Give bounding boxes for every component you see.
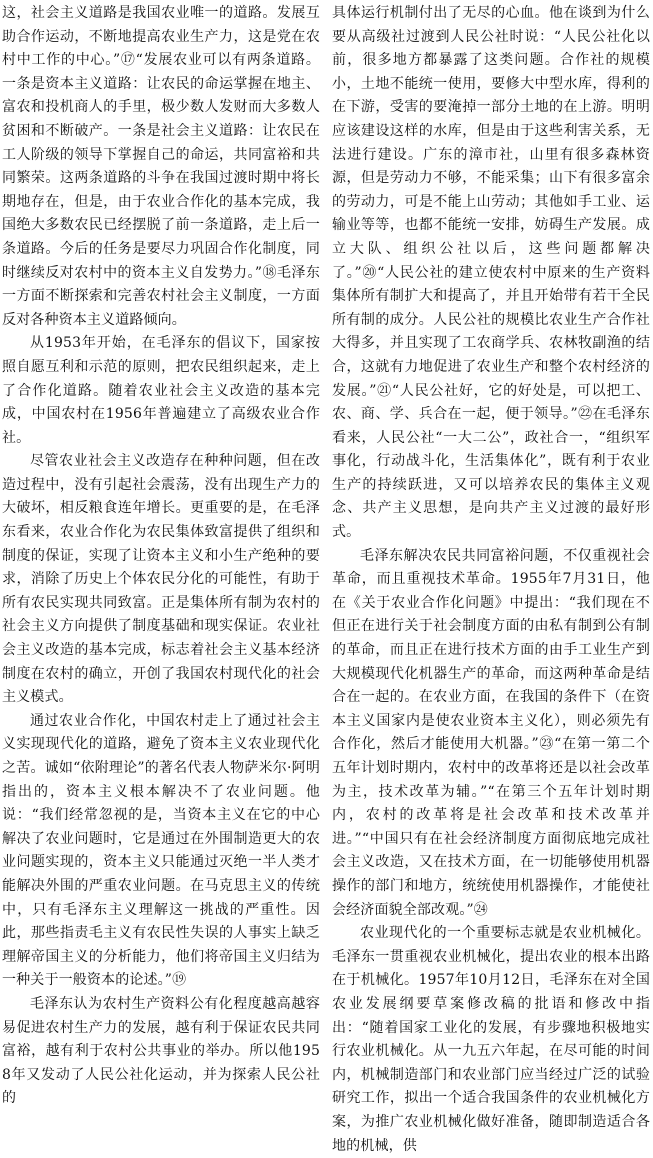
paragraph: 农业现代化的一个重要标志就是农业机械化。毛泽东一贯重视农业机械化，提出农业的根本出路在于机械化。1957年10月12日，毛泽东在对全国农业发展纲要草案修改稿的批语和修改中指出：“随着国家工业化的发展，有步骤地积极地实行农业机械化。从一九五六年起，在尽可能的时间内，机械制造部门和农业部门应当经过广泛的试验研究工作，拟出一个适合我国条件的农业机械化方案，为推广农业机械化做好准备，随即制造适合各地的机械，供 [332,925,650,1154]
paragraph: 毛泽东解决农民共同富裕问题，不仅重视社会革命，而且重视技术革命。1955年7月31日，他在《关于农业合作化问题》中提出：“我们现在不但正在进行关于社会制度方面的由私有制到公有制的革命，而且正在进行技术方面的由手工业生产到大规模现代化机器生产的革命，而这两种革命是结合在一起的。在农业方面，在我国的条件下（在资本主义国家内是使农业资本主义化），则必须先有合作化，然后才能使用大机器。”㉓“在第一第二个五年计划时期内，农村中的改革将还是以社会改革为主，技术改革为辅。”“在第三个五年计划时期内，农村的改革将是社会改革和技术改革并进。”“中国只有在社会经济制度方面彻底地完成社会主义改造，又在技术方面，在一切能够使用机器操作的部门和地方，统统使用机器操作，才能使社会经济面貌全部改观。”㉔ [332,547,650,918]
left-column [2,2,320,1111]
paragraph: 通过农业合作化，中国农村走上了通过社会主义实现现代化的道路，避免了资本主义农业现代化之苦。诚如“依附理论”的著名代表人物萨米尔·阿明指出的，资本主义根本解决不了农业问题。他说：“我们经常忽视的是，当资本主义在它的中心解决了农业问题时，它是通过在外围制造更大的农业问题实现的，资本主义只能通过灭绝一半人类才能解决外围的严重农业问题。在马克思主义的传统中，只有毛泽东主义理解这一挑战的严重性。因此，那些指责毛主义有农民性失误的人事实上缺乏理解帝国主义的分析能力，他们将帝国主义归结为一种关于一般资本的论述。”⑲ [2,712,320,989]
paragraph: 尽管农业社会主义改造存在种种问题，但在改造过程中，没有引起社会震荡，没有出现生产力的大破坏，相反粮食连年增长。更重要的是，在毛泽东看来，农业合作化为农民集体致富提供了组织和制度的保证，实现了让资本主义和小生产绝种的要求，消除了历史上个体农民分化的可能性，有助于所有农民实现共同致富。正是集体所有制为农村的社会主义方向提供了制度基础和现实保证。农业社会主义改造的基本完成，标志着社会主义基本经济制度在农村的确立，开创了我国农村现代化的社会主义模式。 [2,453,320,706]
paragraph: 这，社会主义道路是我国农业唯一的道路。发展互助合作运动，不断地提高农业生产力，这是党在农村中工作的中心。”⑰“发展农业可以有两条道路。一条是资本主义道路：让农民的命运掌握在地主、富农和投机商人的手里，极少数人发财而大多数人贫困和不断破产。一条是社会主义道路：让农民在工人阶级的领导下掌握自己的命运，共同富裕和共同繁荣。这两条道路的斗争在我国过渡时期中将长期地存在，但是，由于农业合作化的基本完成，我国绝大多数农民已经摆脱了前一条道路，走上后一条道路。今后的任务是要尽力巩固合作化制度，同时继续反对农村中的资本主义自发势力。”⑱毛泽东一方面不断探索和完善农村社会主义制度，一方面反对各种资本主义道路倾向。 [2,5,320,328]
paragraph: 具体运行机制付出了无尽的心血。他在谈到为什么要从高级社过渡到人民公社时说：“人民公社化以前，很多地方都暴露了这类问题。合作社的规模小，土地不能统一使用，要修大中型水库，得利的在下游，受害的要淹掉一部分土地的在上游。明明应该建设这样的水库，但是由于这些利害关系，无法进行建设。广东的漳市社，山里有很多森林资源，但是劳动力不够，不能采集；山下有很多富余的劳动力，可是不能上山劳动；其他如手工业、运输业等等，也都不能统一安排，妨碍生产发展。成立大队、组织公社以后，这些问题都解决了。”⑳“人民公社的建立使农村中原来的生产资料集体所有制扩大和提高了，并且开始带有若干全民所有制的成分。人民公社的规模比农业生产合作社大得多，并且实现了工农商学兵、农林牧副渔的结合，这就有力地促进了农业生产和整个农村经济的发展。”㉑“人民公社好，它的好处是，可以把工、农、商、学、兵合在一起，便于领导。”㉒在毛泽东看来，人民公社“一大二公”，政社合一，“组织军事化，行动战斗化，生活集体化”，既有利于农业生产的持续跃进，又可以培养农民的集体主义观念、共产主义思想，是向共产主义过渡的最好形式。 [332,5,650,541]
right-column [332,2,650,1158]
paragraph: 从1953年开始，在毛泽东的倡议下，国家按照自愿互利和示范的原则，把农民组织起来，走上了合作化道路。随着农业社会主义改造的基本完成，中国农村在1956年普遍建立了高级农业合作社。 [2,335,320,446]
paragraph: 毛泽东认为农村生产资料公有化程度越高越容易促进农村生产力的发展，越有利于保证农民共同富裕，越有利于农村公共事业的举办。所以他1958年又发动了人民公社化运动，并为探索人民公社的 [2,995,320,1107]
